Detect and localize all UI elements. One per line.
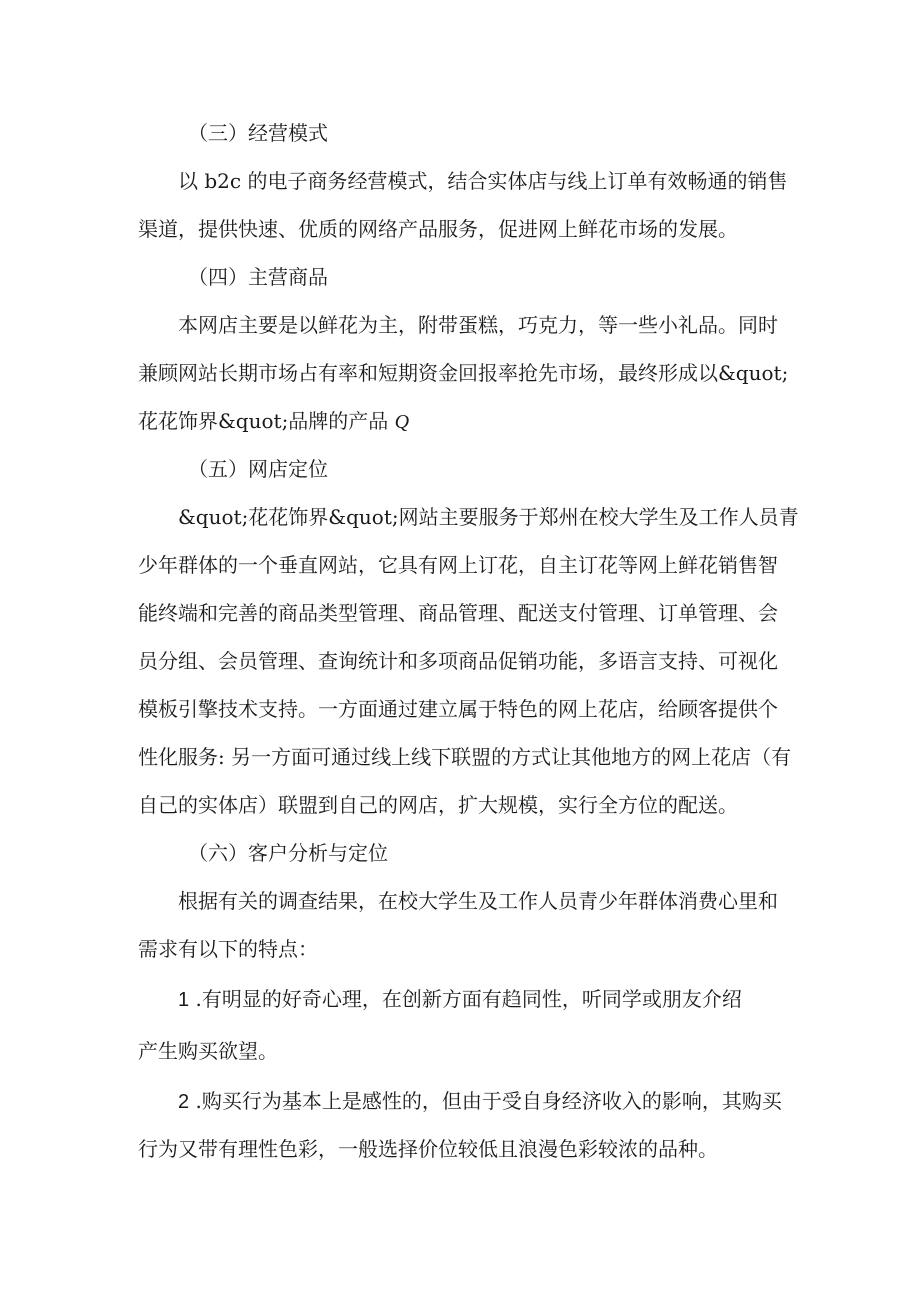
paragraph-line: 性化服务: 另一方面可通过线上线下联盟的方式让其他地方的网上花店（有 bbox=[138, 745, 792, 769]
paragraph-line bbox=[138, 408, 409, 435]
section-heading-business-model: （三）经营模式 bbox=[188, 121, 328, 145]
section-heading-store-positioning: （五）网店定位 bbox=[188, 457, 328, 481]
stray-mark: Q bbox=[394, 411, 410, 433]
paragraph-line: 兼顾网站长期市场占有率和短期资金回报率抢先市场，最终形成以&quot; bbox=[138, 361, 789, 385]
paragraph-line: 能终端和完善的商品类型管理、商品管理、配送支付管理、订单管理、会 bbox=[138, 601, 778, 625]
paragraph-line: 本网店主要是以鲜花为主，附带蛋糕，巧克力，等一些小礼品。同时 bbox=[178, 313, 778, 337]
list-item-text: .有明显的好奇心理，在创新方面有趋同性，听同学或朋友介绍 bbox=[195, 987, 742, 1011]
section-heading-customer-analysis: （六）客户分析与定位 bbox=[188, 841, 388, 865]
paragraph-line: 以 b2c 的电子商务经营模式，结合实体店与线上订单有效畅通的销售 bbox=[178, 169, 788, 193]
paragraph-line: &quot;花花饰界&quot;网站主要服务于郑州在校大学生及工作人员青 bbox=[178, 505, 799, 529]
list-item bbox=[178, 1088, 782, 1115]
paragraph-line: 模板引擎技术支持。一方面通过建立属于特色的网上花店，给顾客提供个 bbox=[138, 697, 778, 721]
paragraph-line: 根据有关的调查结果，在校大学生及工作人员青少年群体消费心里和 bbox=[178, 889, 778, 913]
paragraph-line: 自己的实体店）联盟到自己的网店，扩大规模，实行全方位的配送。 bbox=[138, 793, 738, 817]
paragraph-line: 行为又带有理性色彩，一般选择价位较低且浪漫色彩较浓的品种。 bbox=[138, 1137, 718, 1161]
paragraph-line: 员分组、会员管理、查询统计和多项商品促销功能，多语言支持、可视化 bbox=[138, 649, 778, 673]
paragraph-line: 产生购买欲望。 bbox=[138, 1039, 278, 1063]
section-heading-main-products: （四）主营商品 bbox=[188, 265, 328, 289]
paragraph-line: 需求有以下的特点： bbox=[138, 937, 318, 961]
list-item-text: .购买行为基本上是感性的，但由于受自身经济收入的影响，其购买 bbox=[195, 1089, 782, 1113]
paragraph-line: 少年群体的一个垂直网站，它具有网上订花，自主订花等网上鲜花销售智 bbox=[138, 553, 778, 577]
paragraph-line-text: 花花饰界&quot;品牌的产品 bbox=[138, 409, 389, 433]
list-item bbox=[178, 986, 742, 1013]
list-item-number: 2 bbox=[178, 1091, 190, 1113]
list-item-number: 1 bbox=[178, 989, 190, 1011]
paragraph-line: 渠道，提供快速、优质的网络产品服务，促进网上鲜花市场的发展。 bbox=[138, 217, 738, 241]
